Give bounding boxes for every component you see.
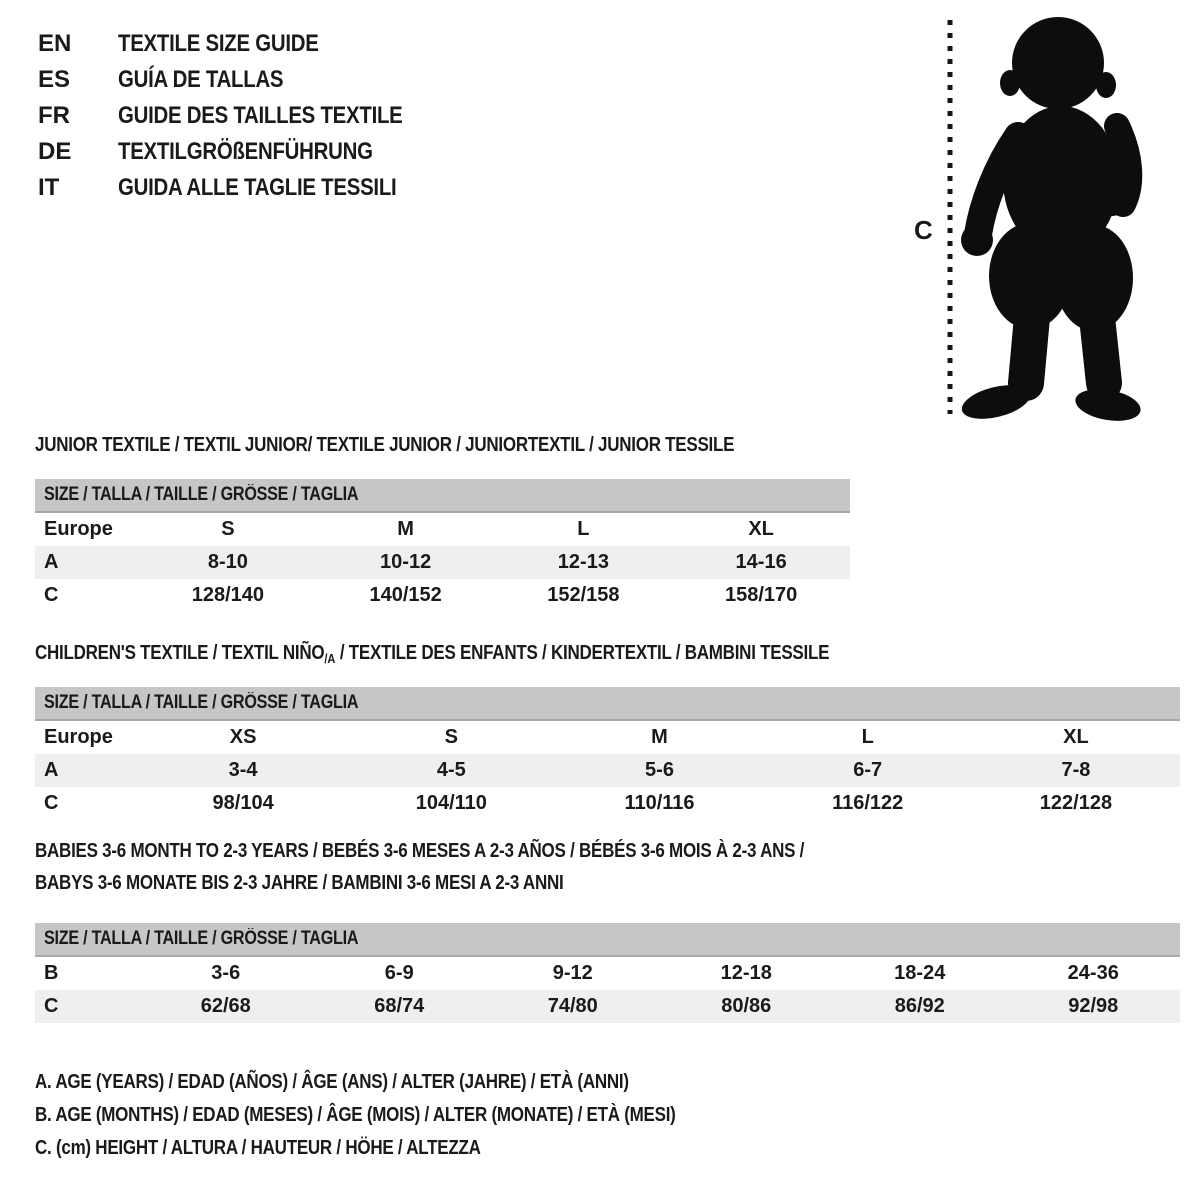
height-cell: 140/152	[369, 584, 442, 606]
age-cell: 18-24	[894, 962, 946, 984]
lang-code: EN	[38, 30, 72, 57]
children-heading-text	[35, 641, 829, 671]
lang-row-it	[38, 170, 453, 206]
age-cell: 24-36	[1067, 962, 1119, 984]
age-cell: 4-5	[436, 759, 466, 781]
size-header-bar	[35, 479, 850, 513]
height-cell: 62/68	[200, 995, 251, 1017]
lang-code: FR	[38, 102, 70, 129]
age-cell: 3-4	[228, 759, 258, 781]
size-header-label: SIZE / TALLA / TAILLE / GRÖSSE / TAGLIA	[44, 692, 359, 713]
row-label: C	[44, 792, 59, 814]
lang-code: IT	[38, 174, 60, 201]
size-cell: M	[651, 726, 668, 748]
age-cell: 8-10	[207, 551, 248, 573]
age-cell: 5-6	[645, 759, 674, 781]
height-cell: 86/92	[894, 995, 945, 1017]
table-row-height	[35, 579, 850, 612]
junior-section-heading	[35, 433, 858, 457]
lang-code: ES	[38, 66, 71, 93]
legend-c-text: C. (cm) HEIGHT / ALTURA / HAUTEUR / HÖHE / ALTEZZA	[35, 1137, 481, 1159]
table-row-height	[35, 787, 1180, 820]
legend-line-a	[35, 1066, 789, 1099]
junior-size-table	[35, 479, 850, 612]
size-cell: XS	[229, 726, 257, 748]
age-cell: 6-7	[853, 759, 883, 781]
row-label: C	[44, 995, 59, 1017]
table-row-height	[35, 990, 1180, 1023]
size-cell: XL	[748, 518, 774, 540]
legend-a-text: A. AGE (YEARS) / EDAD (AÑOS) / ÂGE (ANS) / ALTER (JAHRE) / ETÀ (ANNI)	[35, 1071, 629, 1093]
lang-row-en	[38, 26, 453, 62]
size-header-bar	[35, 687, 1180, 721]
size-cell: L	[861, 726, 874, 748]
guide-title-en: TEXTILE SIZE GUIDE	[118, 30, 319, 57]
babies-section-heading-line2	[35, 871, 657, 895]
babies-heading-text-line1: BABIES 3-6 MONTH TO 2-3 YEARS / BEBÉS 3-6 MESES A 2-3 AÑOS / BÉBÉS 3-6 MOIS À 2-3 ANS /	[35, 840, 805, 862]
height-measure-label: C	[914, 215, 933, 245]
height-cell: 74/80	[547, 995, 598, 1017]
age-cell: 7-8	[1061, 759, 1091, 781]
lang-row-es	[38, 62, 453, 98]
table-row-age	[35, 754, 1180, 787]
size-header-label: SIZE / TALLA / TAILLE / GRÖSSE / TAGLIA	[44, 484, 359, 505]
age-cell: 12-18	[720, 962, 772, 984]
table-row-age	[35, 546, 850, 579]
guide-title-fr: GUIDE DES TAILLES TEXTILE	[118, 102, 403, 129]
size-cell: S	[221, 518, 235, 540]
legend-line-b	[35, 1099, 789, 1132]
size-header-label: SIZE / TALLA / TAILLE / GRÖSSE / TAGLIA	[44, 928, 359, 949]
babies-heading-text-line2: BABYS 3-6 MONATE BIS 2-3 JAHRE / BAMBINI 3-6 MESI A 2-3 ANNI	[35, 872, 564, 894]
height-cell: 68/74	[374, 995, 425, 1017]
age-cell: 10-12	[380, 551, 432, 573]
height-cell: 122/128	[1039, 792, 1113, 814]
table-row-europe	[35, 513, 850, 546]
size-cell: M	[397, 518, 414, 540]
height-cell: 152/158	[547, 584, 620, 606]
babies-size-table	[35, 923, 1180, 1023]
babies-section-heading-line1	[35, 839, 940, 863]
age-cell: 9-12	[552, 962, 593, 984]
height-cell: 104/110	[415, 792, 487, 814]
toddler-figure	[900, 8, 1150, 423]
children-heading-pre: CHILDREN'S TEXTILE / TEXTIL NIÑO	[35, 642, 325, 664]
lang-row-fr	[38, 98, 453, 134]
legend-line-c	[35, 1132, 789, 1165]
height-cell: 92/98	[1068, 995, 1119, 1017]
lang-code: DE	[38, 138, 72, 165]
row-label: C	[44, 584, 59, 606]
legend	[35, 1066, 789, 1165]
legend-b-text: B. AGE (MONTHS) / EDAD (MESES) / ÂGE (MOIS) / ALTER (MONATE) / ETÀ (MESI)	[35, 1104, 676, 1126]
row-label: Europe	[44, 518, 113, 540]
children-heading-subscript: /A	[324, 651, 336, 666]
size-header-bar	[35, 923, 1180, 957]
size-cell: S	[444, 726, 458, 748]
guide-title-de: TEXTILGRÖßENFÜHRUNG	[118, 138, 373, 165]
height-cell: 110/116	[624, 792, 695, 814]
children-heading-post: / TEXTILE DES ENFANTS / KINDERTEXTIL / BAMBINI TESSILE	[335, 642, 830, 664]
row-label: A	[44, 759, 59, 781]
junior-heading-text: JUNIOR TEXTILE / TEXTIL JUNIOR/ TEXTILE JUNIOR / JUNIORTEXTIL / JUNIOR TESSILE	[35, 434, 735, 456]
height-cell: 98/104	[212, 792, 274, 814]
age-cell: 14-16	[735, 551, 787, 573]
row-label: B	[44, 962, 59, 984]
children-size-table	[35, 687, 1180, 820]
size-cell: XL	[1063, 726, 1089, 748]
guide-title-it: GUIDA ALLE TAGLIE TESSILI	[118, 174, 397, 201]
age-cell: 6-9	[384, 962, 414, 984]
size-cell: L	[577, 518, 590, 540]
row-label: A	[44, 551, 59, 573]
age-cell: 3-6	[211, 962, 241, 984]
height-cell: 158/170	[724, 584, 798, 606]
table-row-age-months	[35, 957, 1180, 990]
children-section-heading	[35, 641, 969, 671]
height-cell: 116/122	[832, 792, 904, 814]
language-title-list	[38, 26, 453, 206]
height-cell: 80/86	[721, 995, 772, 1017]
toddler-silhouette-icon	[958, 17, 1143, 423]
height-cell: 128/140	[191, 584, 265, 606]
guide-title-es: GUÍA DE TALLAS	[118, 66, 284, 93]
row-label: Europe	[44, 726, 113, 748]
age-cell: 12-13	[557, 551, 609, 573]
lang-row-de	[38, 134, 453, 170]
table-row-europe	[35, 721, 1180, 754]
